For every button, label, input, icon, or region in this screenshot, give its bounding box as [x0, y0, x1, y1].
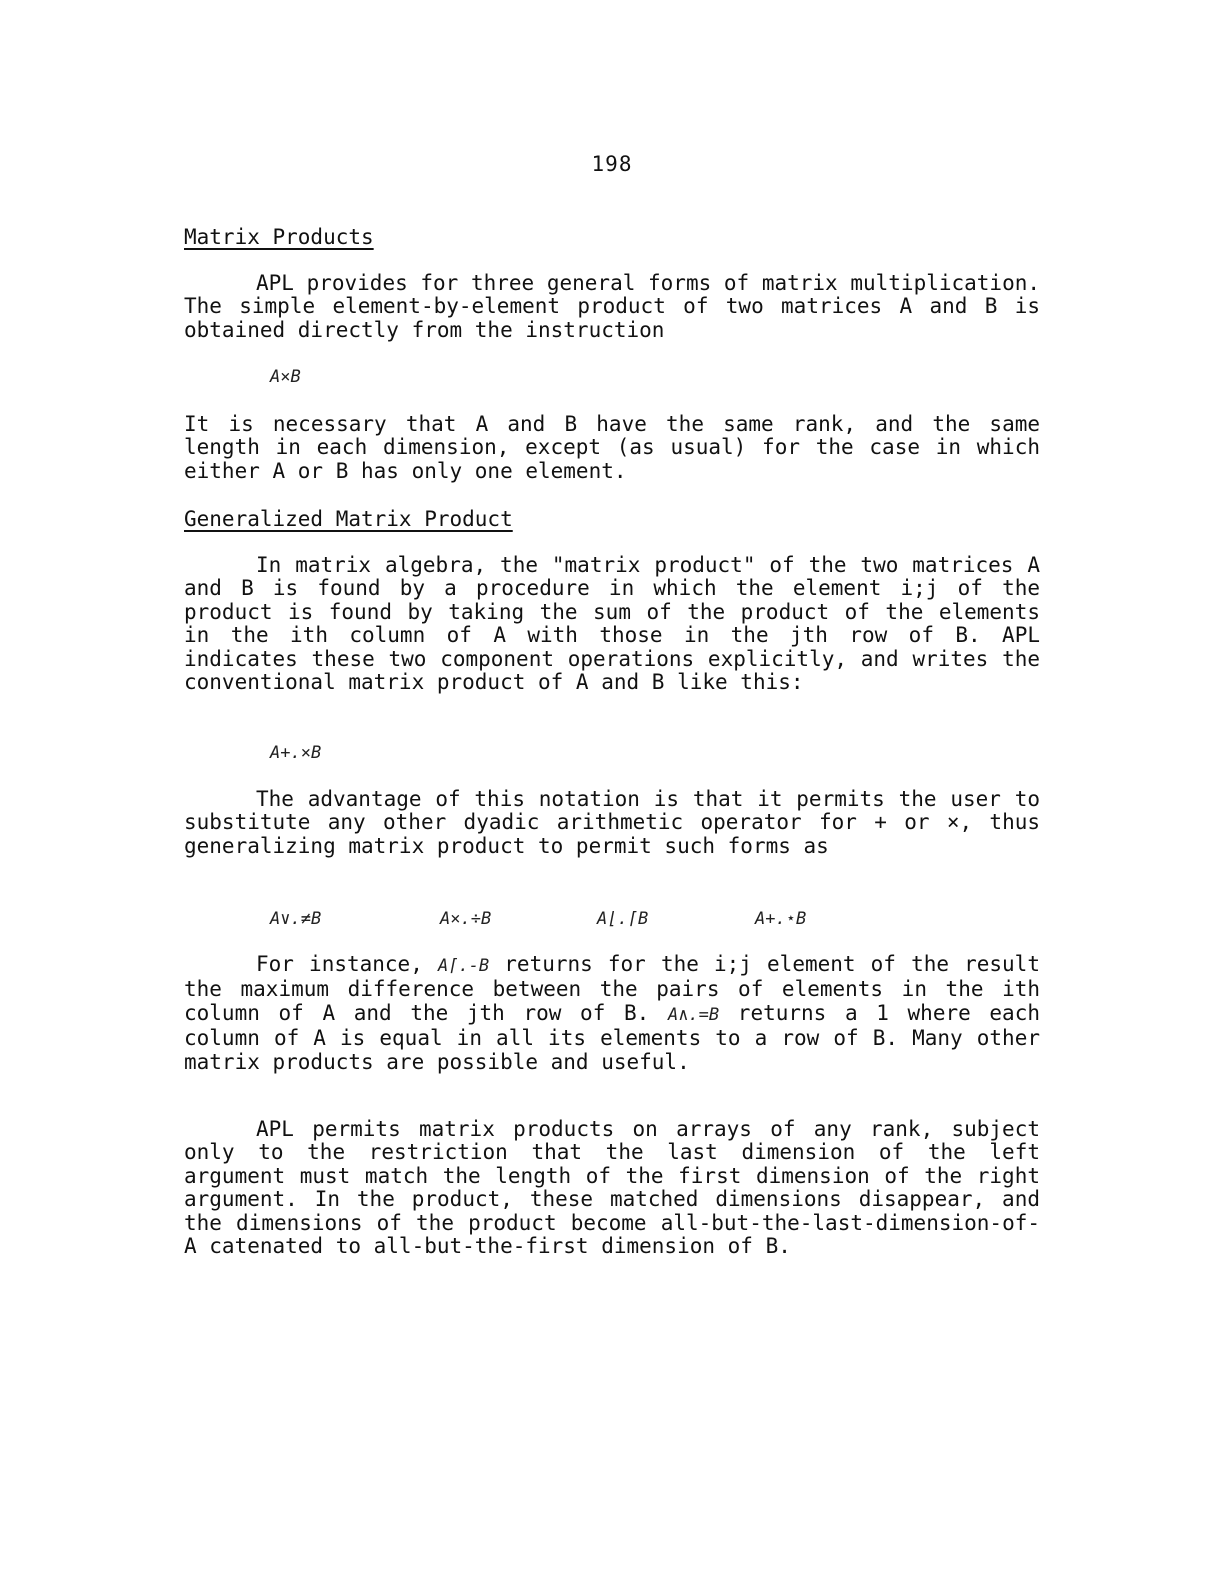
section-heading-generalized [184, 506, 513, 532]
para3-mid: returns for the i;j element of the result the maximum difference between the pairs of elements in the ith column of A and the jth row of B. [184, 952, 1040, 1025]
paragraph-intro [184, 272, 1040, 342]
formula-form-1: A∨.≠B [270, 909, 322, 929]
heading-text: Matrix Products [184, 225, 374, 249]
paragraph-for-instance [184, 953, 1040, 1074]
paragraph-advantage [184, 788, 1040, 858]
formula-form-4: A+.⋆B [755, 909, 807, 929]
page-number: 198 [591, 152, 633, 176]
para3-before: For instance, [256, 952, 423, 976]
paragraph-rank-note: It is necessary that A and B have the same rank, and the same length in each dimension, except (as usual) for the case in which either A or B has only one element. [184, 412, 1040, 483]
formula-element-product: A×B [270, 367, 301, 387]
paragraph-arrays-rank-text: APL permits matrix products on arrays of any rank, subject only to the restriction that the last dimension of the left argument must match the length of the first dimension of the right argument. In the product, these matched dimensions disappear, and the dimensions of the product become all-but-the-last-dimension-of-A catenated to all-but-the-first dimension of B. [184, 1117, 1040, 1259]
paragraph-intro-text: APL provides for three general forms of matrix multiplication. The simple element-by-element product of two matrices A and B is obtained directly from the instruction [184, 271, 1040, 342]
heading-text: Generalized Matrix Product [184, 507, 513, 531]
formula-form-2: A×.÷B [440, 909, 492, 929]
paragraph-matrix-algebra-text: In matrix algebra, the "matrix product" of the two matrices A and B is found by a procedure in which the element i;j of the product is found by taking the sum of the product of the elements in the ith column of A with those in the jth row of B. APL indicates these two component operations explicitly, and writes the conventional matrix product of A and B like this: [184, 553, 1040, 695]
paragraph-advantage-text: The advantage of this notation is that it permits the user to substitute any other dyadic arithmetic operator for + or ×, thus generalizing matrix product to permit such forms as [184, 787, 1040, 858]
formula-inner-product: A+.×B [270, 743, 322, 763]
paragraph-matrix-algebra [184, 554, 1040, 694]
section-heading-matrix-products [184, 224, 374, 250]
formula-form-3: A⌊.⌈B [597, 909, 649, 929]
para3-after: returns a 1 where each column of A is equal in all its elements to a row of B. Many other matrix products are possible and useful. [184, 1000, 1040, 1074]
paragraph-arrays-rank [184, 1118, 1040, 1258]
inline-formula-equality: A∧.=B [667, 1004, 720, 1025]
inline-formula-max-difference: A⌈.-B [437, 956, 490, 976]
